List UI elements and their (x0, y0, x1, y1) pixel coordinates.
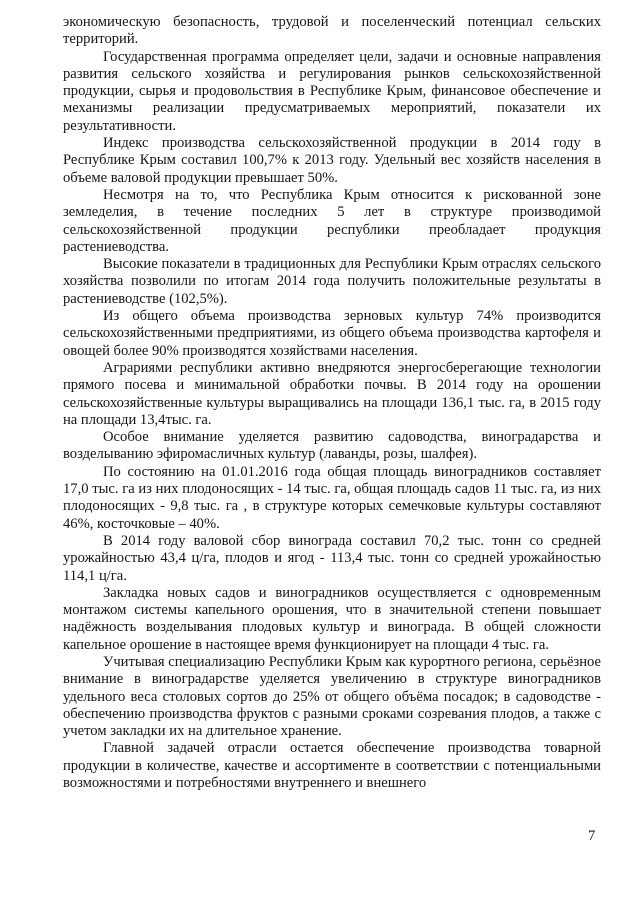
document-body (63, 14, 601, 792)
paragraph-special-attention: Особое внимание уделяется развитию садоводства, виноградарства и возделыванию эфиромасличных культур (лаванды, розы, шалфея). (63, 429, 601, 463)
paragraph-grain-production: Из общего объема производства зерновых культур 74% производится сельскохозяйственными предприятиями, из общего объема производства картофеля и овощей более 90% производятся хозяйствами населения. (63, 308, 601, 359)
paragraph-main-task: Главной задачей отрасли остается обеспечение производства товарной продукции в количестве, качестве и ассортименте в соответствии с потенциальными возможностями и потребностями внутреннего и внешнего (63, 740, 601, 792)
paragraph-risky-zone: Несмотря на то, что Республика Крым относится к рискованной зоне земледелия, в течение последних 5 лет в структуре производимой сельскохозяйственной продукции республики преобладает продукция растениеводства. (63, 186, 601, 255)
paragraph-resort-specialization: Учитывая специализацию Республики Крым как курортного региона, серьёзное внимание в виноградарстве уделяется увеличению в структуре виноградников удельного веса столовых сортов до 25% от общего объёма посадок; в садоводстве - обеспечению производства фруктов с разными сроками созревания плодов, а также с учетом закладки их на длительное хранение. (63, 653, 601, 740)
paragraph-production-index: Индекс производства сельскохозяйственной продукции в 2014 году в Республике Крым составил 100,7% к 2013 году. Удельный вес хозяйств населения в объеме валовой продукции превышает 50%. (63, 135, 601, 186)
paragraph-vineyards-area: По состоянию на 01.01.2016 года общая площадь виноградников составляет 17,0 тыс. га из них плодоносящих - 14 тыс. га, общая площадь садов 11 тыс. га, из них плодоносящих - 9,8 тыс. га , в структуре которых семечковые культуры составляют 46%, косточковые – 40%. (63, 463, 601, 532)
paragraph-continuation: экономическую безопасность, трудовой и поселенческий потенциал сельских территорий. (63, 14, 601, 48)
paragraph-high-indicators: Высокие показатели в традиционных для Республики Крым отраслях сельского хозяйства позволили по итогам 2014 года получить положительные результаты в растениеводстве (102,5%). (63, 256, 601, 307)
paragraph-grape-harvest: В 2014 году валовой сбор винограда составил 70,2 тыс. тонн со средней урожайностью 43,4 ц/га, плодов и ягод - 113,4 тыс. тонн со средней урожайностью 114,1 ц/га. (63, 532, 601, 584)
paragraph-drip-irrigation: Закладка новых садов и виноградников осуществляется с одновременным монтажом системы капельного орошения, что в значительной степени повышает надёжность возделывания плодовых культур и винограда. В общей сложности капельное орошение в настоящее время функционирует на площади 4 тыс. га. (63, 584, 601, 653)
page-number: 7 (588, 828, 596, 844)
paragraph-state-program: Государственная программа определяет цели, задачи и основные направления развития сельского хозяйства и регулирования рынков сельскохозяйственной продукции, сырья и продовольствия в Республике Крым, финансовое обеспечение и механизмы реализации предусматриваемых мероприятий, показатели их результативности. (63, 48, 601, 134)
paragraph-farmers-technology: Аграриями республики активно внедряются энергосберегающие технологии прямого посева и минимальной обработки почвы. В 2014 году на орошении сельскохозяйственные культуры выращивались на площади 136,1 тыс. га, в 2015 году на площади 13,4тыс. га. (63, 359, 601, 428)
